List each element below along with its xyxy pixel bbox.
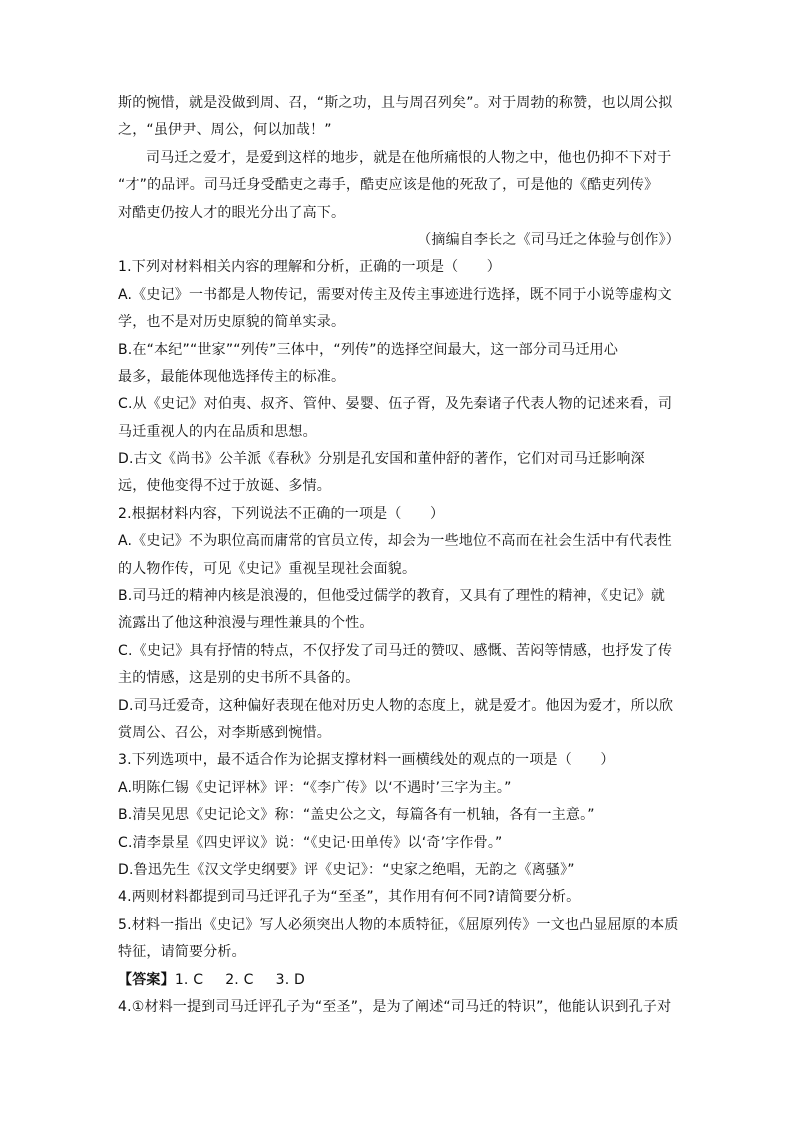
answer-2: 2. C [225,971,254,988]
option-c-cont: 主的情感，这是别的史书所不具备的。 [118,670,360,687]
document-page [118,90,680,1021]
option-c: C.从《史记》对伯夷、叔齐、管仲、晏婴、伍子胥，及先秦诸子代表人物的记述来看，司 [118,396,673,413]
option-d-cont: 远，使他变得不过于放诞、多情。 [118,478,331,495]
source-citation: （摘编自李长之《司马迁之体验与创作》） [417,231,680,248]
question-stem: 4.两则材料都提到司马迁评孔子为“至圣”，其作用有何不同?请简要分析。 [118,889,581,906]
option-b: B.清吴见思《史记论文》称：“盖史公之文，每篇各有一机轴，各有一主意。” [118,807,595,824]
question-stem: 2.根据材料内容，下列说法不正确的一项是（ ） [118,505,445,522]
question-stem: 5.材料一指出《史记》写人必须突出人物的本质特征，《屈原列传》一文也凸显屈原的本质 [118,916,679,933]
text-line: 之，“虽伊尹、周公，何以加哉！” [118,122,332,139]
option-a: A.明陈仁锡《史记评林》评：“《李广传》以‘不遇时’三字为主。” [118,779,512,796]
passage-paragraph-2 [118,145,680,227]
question-4 [118,884,680,911]
answer-label: 【答案】 [118,971,175,988]
option-b: B.司马迁的精神内核是浪漫的，但他受过儒学的教育，又具有了理性的精神，《史记》就 [118,588,666,605]
answer-key [118,967,680,994]
option-a: A.《史记》不为职位高而庸常的官员立传，却会为一些地位不高而在社会生活中有代表性 [118,533,672,550]
option-b-cont: 流露出了他这种浪漫与理性兼具的个性。 [118,615,374,632]
answer-3: 3. D [275,971,305,988]
option-a-cont: 的人物作传，可见《史记》重视呈现社会面貌。 [118,560,417,577]
text-line: “才”的品评。司马迁身受酷吏之毒手，酷吏应该是他的死敌了，可是他的《酷吏列传》 [118,177,659,194]
text-line: 斯的惋惜，就是没做到周、召，“斯之功，且与周召列矣”。对于周勃的称赞，也以周公拟 [118,95,673,111]
option-d: D.鲁迅先生《汉文学史纲要》评《史记》：“史家之绝唱，无韵之《离骚》” [118,861,575,878]
text-line: 对酷吏仍按人才的眼光分出了高下。 [118,204,346,221]
question-3 [118,747,680,884]
passage-paragraph-1 [118,90,680,145]
option-d: D.古文《尚书》公羊派《春秋》分别是孔安国和董仲舒的著作，它们对司马迁影响深 [118,451,645,468]
answer-1: 1. C [174,971,204,988]
text-line: 司马迁之爱才，是爱到这样的地步，就是在他所痛恨的人物之中，他也仍抑不下对于 [146,149,672,166]
option-d-cont: 赏周公、召公，对李斯感到惋惜。 [118,724,331,741]
option-c: C.《史记》具有抒情的特点，不仅抒发了司马迁的赞叹、感慨、苦闷等情感，也抒发了传 [118,642,673,659]
option-b-cont: 最多，最能体现他选择传主的标准。 [118,368,346,385]
question-1 [118,254,680,501]
option-a: A.《史记》一书都是人物传记，需要对传主及传主事迹进行选择，既不同于小说等虚构文 [118,286,672,303]
answer-4-text: 4.①材料一提到司马迁评孔子为“至圣”，是为了阐述“司马迁的特识”，他能认识到孔子对 [118,998,672,1015]
question-stem: 1.下列对材料相关内容的理解和分析，正确的一项是（ ） [118,259,501,276]
question-stem: 3.下列选项中，最不适合作为论据支撑材料一画横线处的观点的一项是（ ） [118,752,615,769]
option-a-cont: 学，也不是对历史原貌的简单实录。 [118,314,346,331]
option-b: B.在“本纪”“世家”“列传”三体中，“列传”的选择空间最大，这一部分司马迁用心 [118,341,619,358]
option-c: C.清李景星《四史评议》说：“《史记·田单传》以‘奇’字作骨。” [118,834,503,851]
option-c-cont: 马迁重视人的内在品质和思想。 [118,423,317,440]
question-2 [118,501,680,748]
question-stem-cont: 特征，请简要分析。 [118,944,246,961]
question-5 [118,912,680,967]
option-d: D.司马迁爱奇，这种偏好表现在他对历史人物的态度上，就是爱才。他因为爱才，所以欣 [118,697,674,714]
